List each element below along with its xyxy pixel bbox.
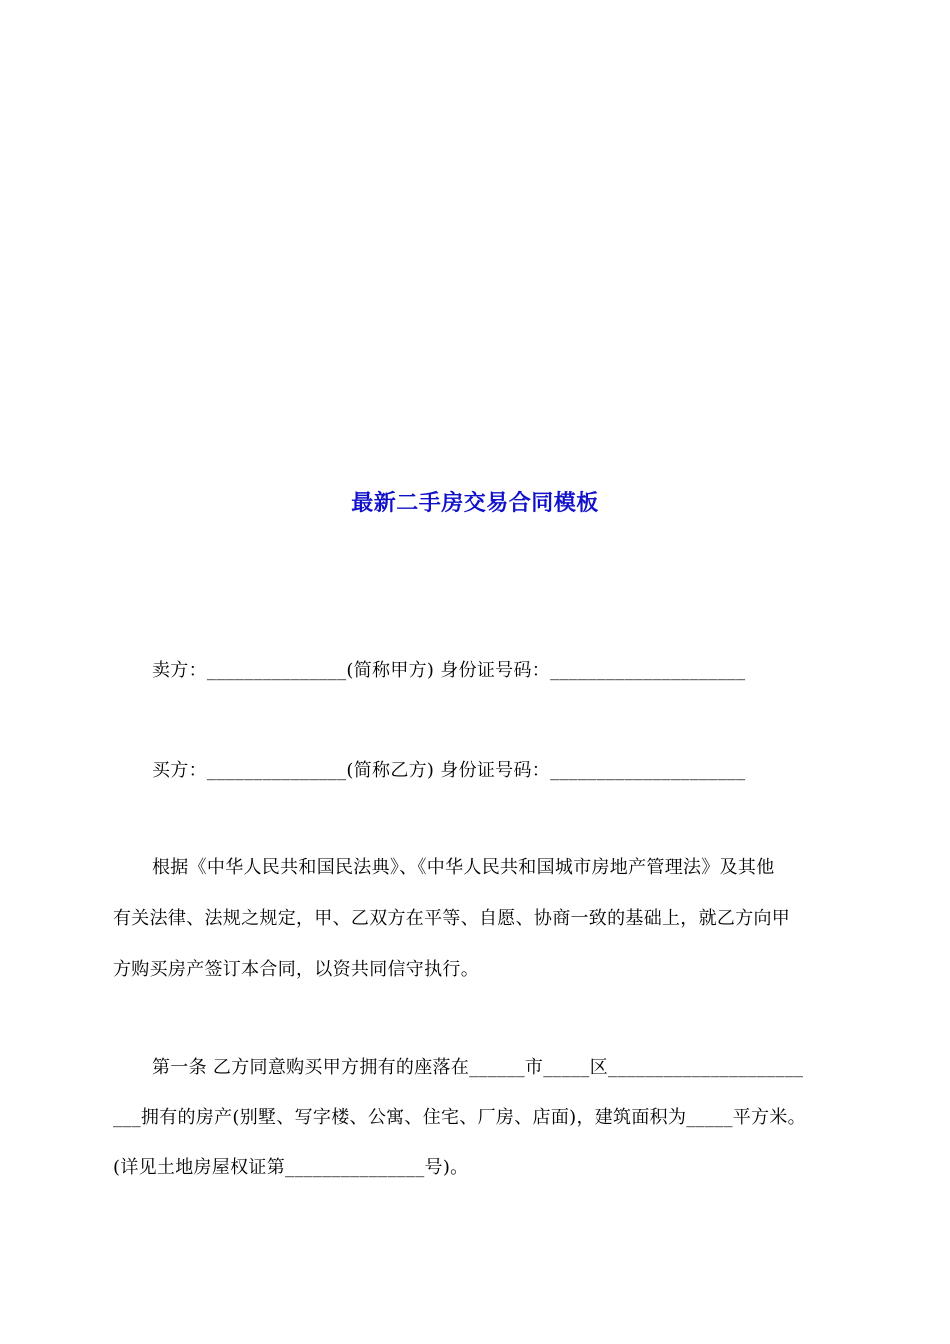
article1-line-2: ___拥有的房产(别墅、写字楼、公寓、住宅、厂房、店面)，建筑面积为_____平方米。 [113,1107,806,1128]
buyer-line: 买方：_______________(简称乙方) 身份证号码：_____________________ [152,760,746,781]
preamble-line-1: 根据《中华人民共和国民法典》、《中华人民共和国城市房地产管理法》及其他 [152,857,775,878]
article1-line-3: (详见土地房屋权证第_______________号)。 [113,1157,469,1178]
document-title: 最新二手房交易合同模板 [351,490,599,516]
article1-line-1: 第一条 乙方同意购买甲方拥有的座落在______市_____区_____________________ [152,1057,804,1078]
preamble-line-2: 有关法律、法规之规定，甲、乙双方在平等、自愿、协商一致的基础上，就乙方向甲 [113,908,791,929]
seller-line: 卖方：_______________(简称甲方) 身份证号码：_____________________ [152,660,746,681]
preamble-line-3: 方购买房产签订本合同，以资共同信守执行。 [113,959,479,980]
